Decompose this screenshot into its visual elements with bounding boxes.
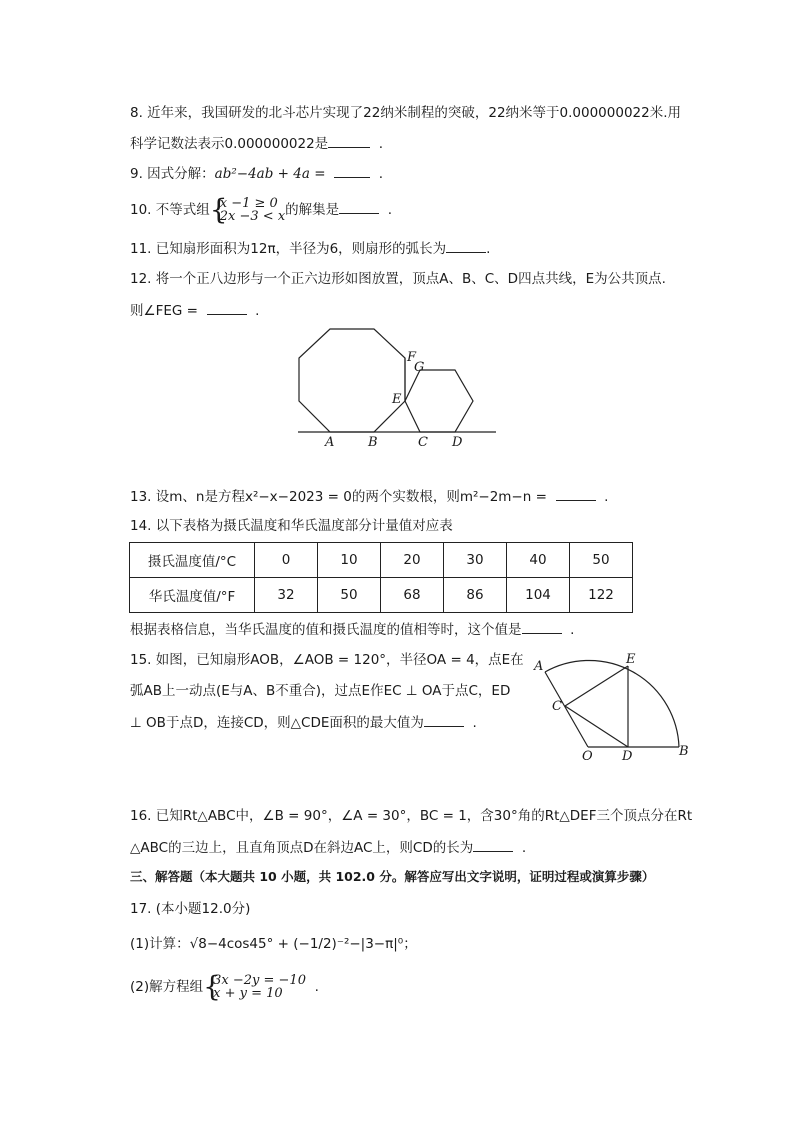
q15-line1: 15. 如图，已知扇形AOB，∠AOB = 120°，半径OA = 4，点E在 xyxy=(130,652,524,668)
q8-line1: 8. 近年来，我国研发的北斗芯片实现了22纳米制程的突破，22纳米等于0.000000022米.用 xyxy=(130,105,682,121)
q12-line1: 12. 将一个正八边形与一个正六边形如图放置，顶点A、B、C、D四点共线，E为公共顶点. xyxy=(130,271,666,287)
arc-AB xyxy=(545,660,679,747)
q11-answer-blank[interactable] xyxy=(446,238,486,253)
label-C: C xyxy=(418,435,428,450)
table-cell: 50 xyxy=(318,578,381,613)
q9-prefix: 9. 因式分解： xyxy=(130,166,215,182)
table-cell: 30 xyxy=(444,543,507,578)
q10-inequality-system: { x −1 ≥ 0 2x −3 < x xyxy=(209,193,286,226)
q9-answer-blank[interactable] xyxy=(334,163,370,178)
q16-answer-blank[interactable] xyxy=(473,837,513,852)
label-C: C xyxy=(552,699,562,714)
label-F: F xyxy=(407,350,417,365)
label-E: E xyxy=(626,652,636,667)
label-G: G xyxy=(414,360,425,375)
table-row-celsius xyxy=(130,543,633,578)
label-A: A xyxy=(325,435,335,450)
q17-equation-system: { 3x −2y = −10 x + y = 10 xyxy=(203,970,306,1003)
table-row-fahrenheit xyxy=(130,578,633,613)
table-cell: 50 xyxy=(570,543,633,578)
q9-line xyxy=(130,163,383,184)
table-cell: 32 xyxy=(255,578,318,613)
q12-line2 xyxy=(130,300,259,321)
q17-row1: 3x −2y = −10 xyxy=(213,973,306,988)
q15-line3 xyxy=(130,712,477,733)
q15-end: . xyxy=(472,715,477,731)
q17-row2: x + y = 10 xyxy=(213,986,283,1001)
q11-end: . xyxy=(486,241,491,257)
q14-after xyxy=(130,619,574,640)
q15-answer-blank[interactable] xyxy=(424,712,464,727)
q12-end: . xyxy=(255,303,260,319)
q17-part2-prefix: (2)解方程组 xyxy=(130,979,204,995)
section-heading: 三、解答题（本大题共 10 小题，共 102.0 分。解答应写出文字说明，证明过程或演算步骤） xyxy=(130,869,655,884)
q14-end: . xyxy=(570,622,575,638)
q17-part1: (1)计算：√8−4cos45° + (−1/2)⁻²−|3−π|⁰； xyxy=(130,936,417,952)
q8-end: . xyxy=(378,136,384,152)
octagon-hexagon-figure xyxy=(290,322,505,452)
sector-figure xyxy=(528,650,698,765)
q15-line3-text: ⊥ OB于点D，连接CD，则△CDE面积的最大值为 xyxy=(130,715,424,731)
label-B: B xyxy=(679,744,689,759)
label-A: A xyxy=(534,659,544,674)
q9-expression: ab²−4ab + 4a = xyxy=(214,166,330,182)
q10-suffix: 的解集是 xyxy=(285,202,340,218)
q16-line1: 16. 已知Rt△ABC中，∠B = 90°，∠A = 30°，BC = 1，含30°角的Rt△DEF三个顶点分在Rt xyxy=(130,808,693,824)
q12-answer-blank[interactable] xyxy=(207,300,247,315)
table-header-fahrenheit: 华氏温度值/°F xyxy=(130,578,255,613)
q8-answer-blank[interactable] xyxy=(328,133,370,148)
q8-line2-text: 科学记数法表示0.000000022是 xyxy=(130,136,329,152)
q16-line2 xyxy=(130,837,526,858)
table-cell: 86 xyxy=(444,578,507,613)
q10-answer-blank[interactable] xyxy=(339,199,379,214)
q14-answer-blank[interactable] xyxy=(522,619,562,634)
label-O: O xyxy=(582,749,593,764)
temperature-table xyxy=(129,542,633,613)
table-cell: 68 xyxy=(381,578,444,613)
label-D: D xyxy=(622,749,633,764)
table-cell: 20 xyxy=(381,543,444,578)
q17-end: . xyxy=(314,979,319,995)
q16-end: . xyxy=(521,840,527,856)
q10-row1: x −1 ≥ 0 xyxy=(219,196,278,211)
q14-after-text: 根据表格信息，当华氏温度的值和摄氏温度的值相等时，这个值是 xyxy=(130,622,522,638)
table-header-celsius: 摄氏温度值/°C xyxy=(130,543,255,578)
q14-title: 14. 以下表格为摄氏温度和华氏温度部分计量值对应表 xyxy=(130,518,453,534)
q10-line xyxy=(130,195,392,225)
table-cell: 0 xyxy=(255,543,318,578)
q13-line xyxy=(130,486,608,507)
regular-hexagon xyxy=(405,370,473,432)
table-cell: 40 xyxy=(507,543,570,578)
table-cell: 104 xyxy=(507,578,570,613)
q13-text: 13. 设m、n是方程x²−x−2023 = 0的两个实数根，则m²−2m−n = xyxy=(130,489,552,505)
q10-end: . xyxy=(387,202,393,218)
label-D: D xyxy=(452,435,463,450)
q17-title: 17. (本小题12.0分) xyxy=(130,901,251,917)
table-cell: 122 xyxy=(570,578,633,613)
q11-line xyxy=(130,238,490,259)
q11-text: 11. 已知扇形面积为12π，半径为6，则扇形的弧长为 xyxy=(130,241,447,257)
q8-line2 xyxy=(130,133,383,154)
q15-line2: 弧AB上一动点(E与A、B不重合)，过点E作EC ⊥ OA于点C，ED xyxy=(130,683,511,699)
segment-CD xyxy=(565,706,628,747)
segment-CE xyxy=(565,666,628,706)
q13-answer-blank[interactable] xyxy=(556,486,596,501)
q12-line2-text: 则∠FEG = xyxy=(130,303,203,319)
q16-line2-text: △ABC的三边上，且直角顶点D在斜边AC上，则CD的长为 xyxy=(130,840,474,856)
q17-part2 xyxy=(130,972,319,1002)
q10-prefix: 10. 不等式组 xyxy=(130,202,210,218)
label-B: B xyxy=(368,435,378,450)
q9-end: . xyxy=(378,166,383,182)
regular-octagon xyxy=(299,329,405,432)
label-E: E xyxy=(392,392,402,407)
q13-end: . xyxy=(604,489,609,505)
q10-row2: 2x −3 < x xyxy=(219,209,286,224)
table-cell: 10 xyxy=(318,543,381,578)
